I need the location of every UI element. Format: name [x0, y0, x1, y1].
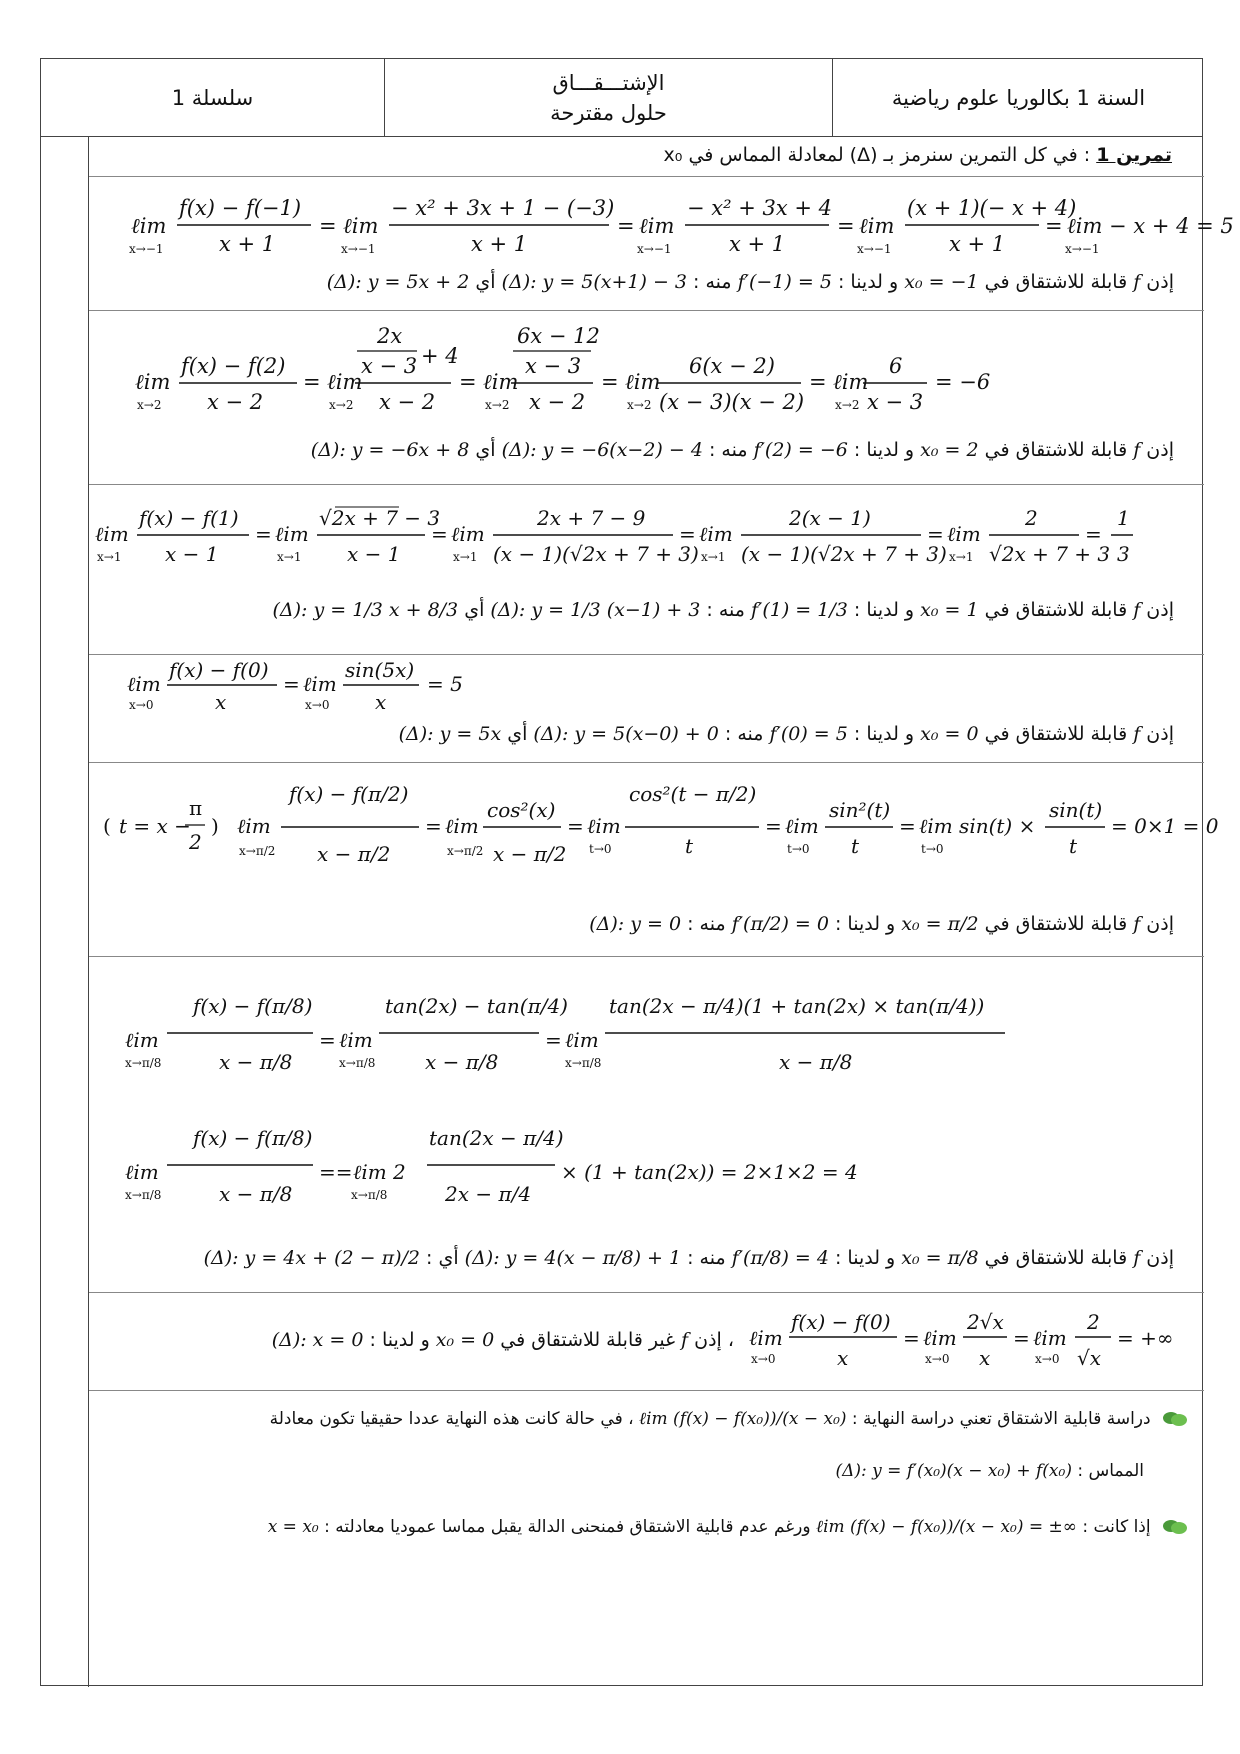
svg-text:cos²(t − π/2): cos²(t − π/2)	[629, 782, 757, 806]
svg-text:=: =	[1013, 1326, 1030, 1350]
svg-text:=: =	[617, 214, 635, 238]
note-2: إذا كانت : ℓim (f(x) − f(x₀))/(x − x₀) = ±∞ ورغم عدم قابلية الاشتقاق فمنحنى الدالة يقبل مماسا عموديا معادلته : x = x₀	[268, 1517, 1188, 1537]
svg-text:x + 1: x + 1	[219, 232, 276, 256]
svg-text:x − π/8: x − π/8	[219, 1182, 293, 1206]
svg-text:x + 1: x + 1	[949, 232, 1006, 256]
svg-text:6x − 12: 6x − 12	[517, 324, 600, 348]
svg-text:t: t	[685, 834, 694, 858]
svg-text:sin(5x): sin(5x)	[345, 658, 415, 682]
svg-text:2: 2	[1087, 1310, 1100, 1334]
notes-section	[89, 1391, 1204, 1687]
svg-text:x + 1: x + 1	[729, 232, 786, 256]
svg-text:tan(2x − π/4): tan(2x − π/4)	[429, 1126, 564, 1150]
part-4-math	[89, 655, 1204, 763]
svg-text:− x² + 3x + 1 − (−3): − x² + 3x + 1 − (−3)	[391, 196, 615, 220]
svg-text:ℓim: ℓim	[699, 522, 733, 546]
solution-part-4	[89, 655, 1204, 763]
svg-text:x→1: x→1	[949, 550, 974, 564]
part-2-conclusion: إذن f قابلة للاشتقاق في x₀ = 2 و لدينا : f′(2) = −6 منه : (Δ): y = −6(x−2) − 4 أي (Δ): y = −6x + 8	[310, 439, 1174, 461]
svg-text:ℓim: ℓim	[237, 814, 271, 838]
svg-text:ℓim: ℓim	[303, 672, 337, 696]
svg-text:x − 1: x − 1	[347, 542, 401, 566]
svg-text:ℓim: ℓim	[587, 814, 621, 838]
note-1-line-2: المماس : (Δ): y = f′(x₀)(x − x₀) + f(x₀)	[835, 1461, 1144, 1481]
svg-text:x − 3: x − 3	[525, 354, 582, 378]
svg-text:=: =	[1085, 522, 1102, 546]
svg-text:=: =	[899, 814, 916, 838]
svg-text:t→0: t→0	[921, 842, 944, 856]
svg-text:x→2: x→2	[485, 398, 510, 412]
svg-text:x→0: x→0	[129, 698, 154, 712]
svg-text:ℓim: ℓim	[445, 814, 479, 838]
svg-text:x − π/8: x − π/8	[779, 1050, 853, 1074]
svg-text:ℓim: ℓim	[785, 814, 819, 838]
svg-text:=: =	[567, 814, 584, 838]
svg-text:f(x) − f(2): f(x) − f(2)	[181, 354, 286, 378]
svg-text:=: =	[809, 370, 827, 394]
svg-text:=: =	[903, 1326, 920, 1350]
svg-text:ℓim: ℓim	[343, 214, 379, 238]
svg-text:=: =	[425, 814, 442, 838]
svg-text:sin(t): sin(t)	[1049, 798, 1103, 822]
svg-text:t = x −: t = x −	[119, 814, 191, 838]
left-margin-column	[41, 137, 89, 1687]
svg-text:f(x) − f(0): f(x) − f(0)	[169, 658, 269, 682]
svg-text:x: x	[979, 1346, 991, 1370]
svg-text:==: ==	[319, 1160, 353, 1184]
svg-text:x: x	[837, 1346, 849, 1370]
solution-part-3	[89, 485, 1204, 655]
svg-text:x→0: x→0	[1035, 1352, 1060, 1366]
svg-text:f(x) − f(π/2): f(x) − f(π/2)	[289, 782, 409, 806]
svg-text:ℓim: ℓim	[327, 370, 363, 394]
svg-text:3: 3	[1117, 542, 1130, 566]
svg-text:x→0: x→0	[751, 1352, 776, 1366]
speech-bubble-icon	[1162, 1518, 1188, 1536]
speech-bubble-icon	[1162, 1410, 1188, 1428]
svg-text:f(x) − f(1): f(x) − f(1)	[139, 506, 239, 530]
page-frame	[40, 58, 1234, 1686]
solution-part-2	[89, 311, 1204, 485]
part-5-conclusion: إذن f قابلة للاشتقاق في x₀ = π/2 و لدينا : f′(π/2) = 0 منه : (Δ): y = 0	[589, 913, 1174, 935]
svg-text:ℓim: ℓim	[135, 370, 171, 394]
svg-text:=: =	[1045, 214, 1063, 238]
part-6-conclusion: إذن f قابلة للاشتقاق في x₀ = π/8 و لدينا : f′(π/8) = 4 منه : (Δ): y = 4(x − π/8) + 1 أي : (Δ): y = 4x + (2 − π)/2	[203, 1247, 1174, 1269]
svg-text:ℓim: ℓim	[451, 522, 485, 546]
lesson-subtitle: حلول مقترحة	[550, 101, 667, 125]
svg-text:x − π/8: x − π/8	[219, 1050, 293, 1074]
svg-text:ℓim: ℓim	[947, 522, 981, 546]
header-table	[41, 59, 1202, 137]
series-cell	[41, 59, 385, 137]
svg-text:ℓim: ℓim	[339, 1028, 373, 1052]
content-area	[89, 137, 1234, 1687]
part-1-conclusion: إذن f قابلة للاشتقاق في x₀ = −1 و لدينا : f′(−1) = 5 منه : (Δ): y = 5(x+1) − 3 أي (Δ): y = 5x + 2	[326, 271, 1174, 293]
level-label: السنة 1 بكالوريا علوم رياضية	[891, 86, 1146, 110]
svg-text:= +∞: = +∞	[1117, 1326, 1174, 1350]
svg-text:x→2: x→2	[329, 398, 354, 412]
svg-text:2x − π/4: 2x − π/4	[445, 1182, 532, 1206]
svg-text:=: =	[283, 672, 300, 696]
svg-text:(x − 1)(√2x + 7 + 3): (x − 1)(√2x + 7 + 3)	[493, 542, 699, 566]
svg-text:1: 1	[1117, 506, 1130, 530]
svg-text:f(x) − f(π/8): f(x) − f(π/8)	[193, 1126, 313, 1150]
svg-text:+ 4: + 4	[421, 344, 459, 368]
svg-text:ℓim: ℓim	[639, 214, 675, 238]
svg-text:(: (	[103, 814, 111, 838]
svg-text:2√x: 2√x	[967, 1310, 1004, 1334]
svg-text:f(x) − f(−1): f(x) − f(−1)	[179, 196, 302, 220]
svg-text:=: =	[601, 370, 619, 394]
svg-text:x→0: x→0	[305, 698, 330, 712]
svg-text:2x + 7 − 9: 2x + 7 − 9	[537, 506, 646, 530]
svg-text:x + 1: x + 1	[471, 232, 528, 256]
svg-text:ℓim: ℓim	[833, 370, 869, 394]
svg-text:ℓim: ℓim	[1033, 1326, 1067, 1350]
svg-text:): )	[211, 814, 219, 838]
limit-1a: ℓim	[131, 214, 167, 238]
svg-text:2: 2	[1025, 506, 1038, 530]
svg-text:x − π/2: x − π/2	[493, 842, 567, 866]
svg-text:2(x − 1): 2(x − 1)	[789, 506, 871, 530]
svg-text:= −6: = −6	[935, 370, 991, 394]
part-7-conclusion: ، إذن f غير قابلة للاشتقاق في x₀ = 0 و لدينا : (Δ): x = 0	[271, 1329, 734, 1351]
svg-text:tan(2x − π/4)(1 + tan(2x) × ta: tan(2x − π/4)(1 + tan(2x) × tan(π/4))	[609, 994, 985, 1018]
svg-text:x: x	[375, 690, 387, 714]
svg-text:x − π/2: x − π/2	[317, 842, 391, 866]
svg-text:2x: 2x	[377, 324, 403, 348]
svg-text:=: =	[319, 214, 337, 238]
svg-text:x→−1: x→−1	[857, 242, 892, 256]
svg-text:x→π/8: x→π/8	[565, 1056, 602, 1070]
svg-text:ℓim: ℓim	[749, 1326, 783, 1350]
exercise-header	[89, 137, 1204, 177]
svg-text:= 0×1 = 0: = 0×1 = 0	[1111, 814, 1219, 838]
svg-text:√2x + 7 − 3: √2x + 7 − 3	[319, 506, 441, 530]
svg-text:ℓim: ℓim	[125, 1028, 159, 1052]
exercise-intro: : في كل التمرين سنرمز بـ (Δ) لمعادلة المماس في x₀	[663, 144, 1091, 166]
svg-text:x→π/8: x→π/8	[339, 1056, 376, 1070]
svg-text:x − π/8: x − π/8	[425, 1050, 499, 1074]
svg-text:=: =	[545, 1028, 562, 1052]
svg-text:=: =	[255, 522, 272, 546]
svg-text:(x − 1)(√2x + 7 + 3): (x − 1)(√2x + 7 + 3)	[741, 542, 947, 566]
svg-text:(x + 1)(− x + 4): (x + 1)(− x + 4)	[907, 196, 1077, 220]
part-3-math	[89, 485, 1204, 655]
svg-text:=: =	[459, 370, 477, 394]
part-6-math	[89, 957, 1204, 1293]
svg-text:x − 3: x − 3	[361, 354, 418, 378]
note-1: دراسة قابلية الاشتقاق تعني دراسة النهاية : ℓim (f(x) − f(x₀))/(x − x₀) ، في حالة كانت هذه النهاية عددا حقيقيا تكون معادلة	[270, 1409, 1188, 1429]
svg-text:x→2: x→2	[137, 398, 162, 412]
svg-text:6: 6	[889, 354, 903, 378]
part-3-conclusion: إذن f قابلة للاشتقاق في x₀ = 1 و لدينا : f′(1) = 1/3 منه : (Δ): y = 1/3 (x−1) + 3 أي (Δ): y = 1/3 x + 8/3	[272, 599, 1174, 621]
svg-text:= 5: = 5	[427, 672, 463, 696]
svg-text:x→−1: x→−1	[1065, 242, 1100, 256]
svg-text:sin²(t): sin²(t)	[829, 798, 891, 822]
svg-text:tan(2x) − tan(π/4): tan(2x) − tan(π/4)	[385, 994, 568, 1018]
lesson-title: الإشتـــقـــاق	[552, 71, 665, 95]
svg-text:=: =	[765, 814, 782, 838]
svg-text:x→1: x→1	[701, 550, 726, 564]
svg-text:t→0: t→0	[589, 842, 612, 856]
svg-text:x − 2: x − 2	[529, 390, 586, 414]
svg-text:x − 3: x − 3	[867, 390, 924, 414]
svg-text:ℓim: ℓim	[125, 1160, 159, 1184]
title-cell	[385, 59, 833, 137]
svg-text:x→2: x→2	[835, 398, 860, 412]
svg-text:x − 1: x − 1	[165, 542, 219, 566]
svg-text:x→1: x→1	[277, 550, 302, 564]
svg-text:x→1: x→1	[453, 550, 478, 564]
solution-part-5	[89, 763, 1219, 957]
svg-text:=: =	[431, 522, 448, 546]
svg-text:x→π/8: x→π/8	[125, 1188, 162, 1202]
svg-text:x→0: x→0	[925, 1352, 950, 1366]
svg-text:x→−1: x→−1	[637, 242, 672, 256]
svg-text:x − 2: x − 2	[379, 390, 436, 414]
svg-text:ℓim: ℓim	[275, 522, 309, 546]
svg-text:x→−1: x→−1	[341, 242, 376, 256]
level-cell	[833, 59, 1204, 137]
svg-text:ℓim: ℓim	[923, 1326, 957, 1350]
svg-text:t: t	[851, 834, 860, 858]
svg-text:ℓim 2: ℓim 2	[353, 1160, 406, 1184]
part-4-conclusion: إذن f قابلة للاشتقاق في x₀ = 0 و لدينا : f′(0) = 5 منه : (Δ): y = 5(x−0) + 0 أي (Δ): y = 5x	[398, 723, 1174, 745]
svg-text:√2x + 7 + 3: √2x + 7 + 3	[989, 542, 1111, 566]
svg-text:=: =	[303, 370, 321, 394]
svg-text:ℓim: ℓim	[625, 370, 661, 394]
svg-text:=: =	[927, 522, 944, 546]
svg-text:x: x	[215, 690, 227, 714]
svg-text:=: =	[319, 1028, 336, 1052]
svg-text:6(x − 2): 6(x − 2)	[689, 354, 775, 378]
exercise-label: تمرين 1	[1096, 144, 1172, 166]
svg-text:x→π/2: x→π/2	[447, 844, 484, 858]
exercise-title	[664, 144, 1172, 166]
svg-text:ℓim: ℓim	[565, 1028, 599, 1052]
svg-text:ℓim: ℓim	[127, 672, 161, 696]
solution-part-1	[89, 177, 1234, 311]
svg-text:cos²(x): cos²(x)	[487, 798, 556, 822]
svg-text:√x: √x	[1077, 1346, 1102, 1370]
svg-text:x − 2: x − 2	[207, 390, 264, 414]
svg-text:x→π/2: x→π/2	[239, 844, 276, 858]
svg-text:ℓim: ℓim	[859, 214, 895, 238]
svg-text:ℓim sin(t) ×: ℓim sin(t) ×	[919, 814, 1036, 838]
svg-text:2: 2	[189, 830, 202, 854]
solution-part-6	[89, 957, 1204, 1293]
svg-text:x→−1: x→−1	[129, 242, 164, 256]
solution-part-7	[89, 1293, 1204, 1391]
svg-text:ℓim: ℓim	[95, 522, 129, 546]
svg-text:=: =	[679, 522, 696, 546]
svg-text:t: t	[1069, 834, 1078, 858]
series-label: سلسلة 1	[171, 86, 254, 110]
svg-text:x→1: x→1	[97, 550, 122, 564]
svg-text:× (1 + tan(2x)) = 2×1×2 = 4: × (1 + tan(2x)) = 2×1×2 = 4	[561, 1160, 858, 1184]
svg-text:=: =	[837, 214, 855, 238]
svg-text:ℓim: ℓim	[483, 370, 519, 394]
svg-text:x→2: x→2	[627, 398, 652, 412]
svg-text:f(x) − f(π/8): f(x) − f(π/8)	[193, 994, 313, 1018]
svg-text:− x² + 3x + 4: − x² + 3x + 4	[687, 196, 832, 220]
svg-text:x→π/8: x→π/8	[351, 1188, 388, 1202]
svg-text:t→0: t→0	[787, 842, 810, 856]
svg-text:(x − 3)(x − 2): (x − 3)(x − 2)	[659, 390, 805, 414]
svg-text:ℓim − x + 4 = 5: ℓim − x + 4 = 5	[1067, 214, 1234, 238]
svg-text:π: π	[189, 796, 203, 820]
svg-text:f(x) − f(0): f(x) − f(0)	[791, 1310, 891, 1334]
svg-text:x→π/8: x→π/8	[125, 1056, 162, 1070]
